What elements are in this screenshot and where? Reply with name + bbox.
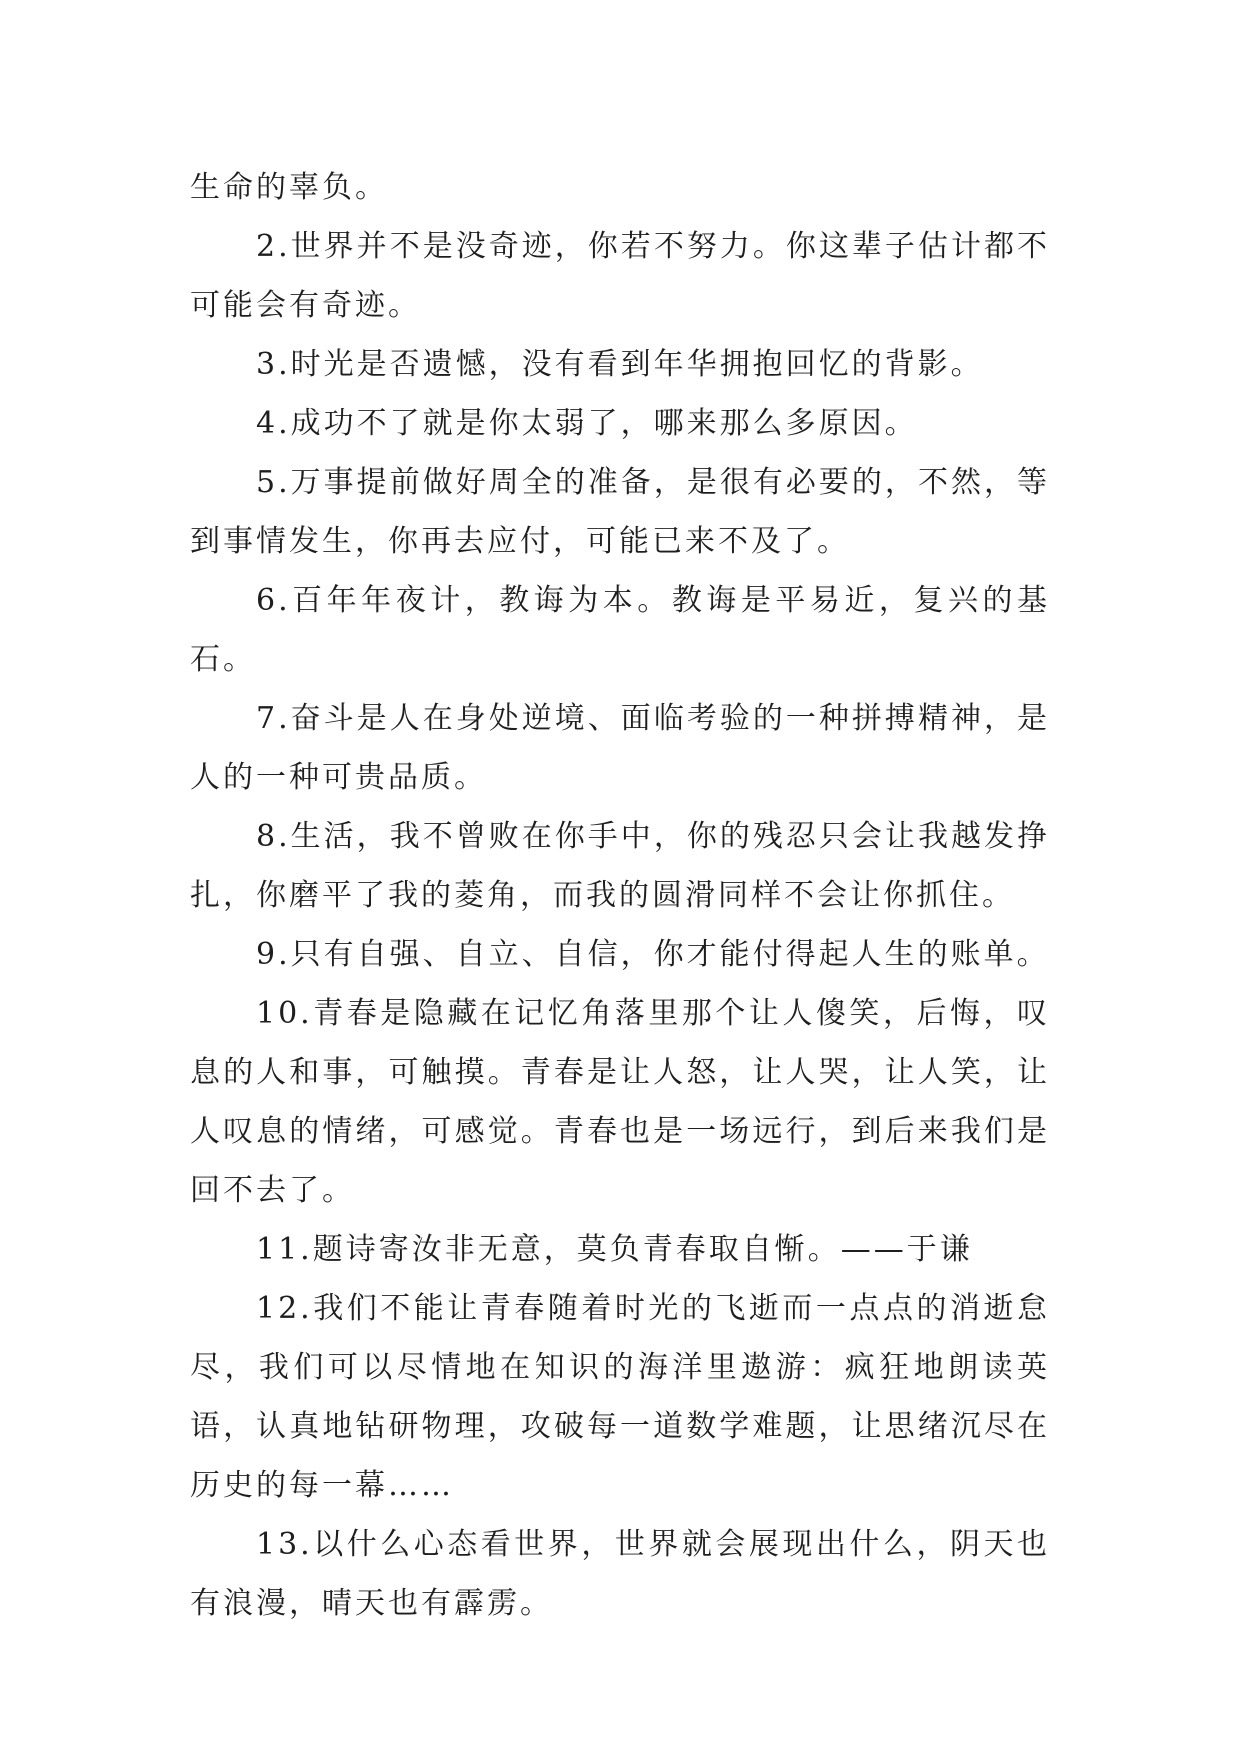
paragraph-item-12: 12.我们不能让青春随着时光的飞逝而一点点的消逝怠尽，我们可以尽情地在知识的海洋里遨游：疯狂地朗读英语，认真地钻研物理，攻破每一道数学难题，让思绪沉尽在历史的每一幕…… — [190, 1291, 1050, 1503]
paragraph-item-10: 10.青春是隐藏在记忆角落里那个让人傻笑，后悔，叹息的人和事，可触摸。青春是让人怒，让人哭，让人笑，让人叹息的情绪，可感觉。青春也是一场远行，到后来我们是回不去了。 — [190, 996, 1050, 1208]
paragraph-item-2: 2.世界并不是没奇迹，你若不努力。你这辈子估计都不可能会有奇迹。 — [190, 229, 1050, 323]
paragraph-item-9: 9.只有自强、自立、自信，你才能付得起人生的账单。 — [256, 937, 1050, 972]
paragraph-item-6: 6.百年年夜计，教诲为本。教诲是平易近，复兴的基石。 — [190, 583, 1050, 677]
paragraph-continuation: 生命的辜负。 — [190, 170, 388, 205]
paragraph-item-13: 13.以什么心态看世界，世界就会展现出什么，阴天也有浪漫，晴天也有霹雳。 — [190, 1527, 1050, 1621]
paragraph-item-11: 11.题诗寄汝非无意，莫负青春取自惭。——于谦 — [256, 1232, 973, 1267]
paragraph-item-3: 3.时光是否遗憾，没有看到年华拥抱回忆的背影。 — [256, 347, 984, 382]
paragraph-item-5: 5.万事提前做好周全的准备，是很有必要的，不然，等到事情发生，你再去应付，可能已来不及了。 — [190, 465, 1050, 559]
paragraph-item-7: 7.奋斗是人在身处逆境、面临考验的一种拼搏精神，是人的一种可贵品质。 — [190, 701, 1050, 795]
paragraph-item-4: 4.成功不了就是你太弱了，哪来那么多原因。 — [256, 406, 918, 441]
paragraph-item-8: 8.生活，我不曾败在你手中，你的残忍只会让我越发挣扎，你磨平了我的菱角，而我的圆滑同样不会让你抓住。 — [190, 819, 1050, 913]
document-body — [190, 158, 1050, 1633]
